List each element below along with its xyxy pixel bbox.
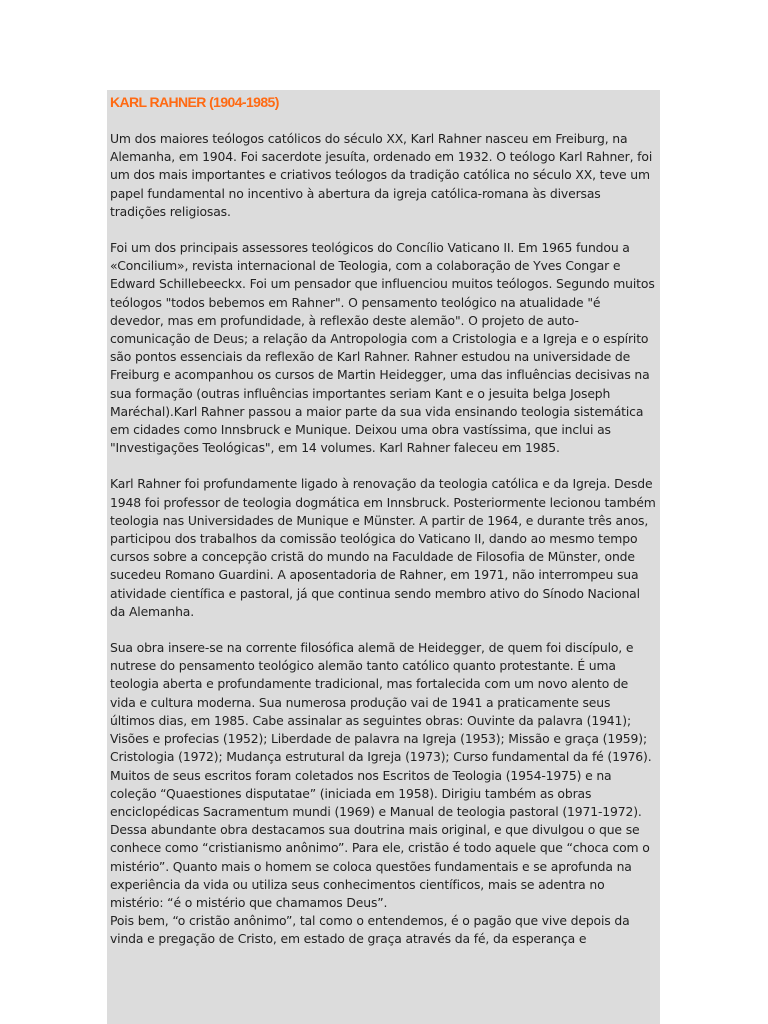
document-panel [107, 90, 660, 1024]
document-title: KARL RAHNER (1904-1985) [110, 94, 279, 110]
paragraph-vatican-council: Foi um dos principais assessores teológicos do Concílio Vaticano II. Em 1965 fundou a «Concilium», revista internacional de Teologia, com a colaboração de Yves Congar e Edward Schillebeeckx. Foi um pensador que influenciou muitos teólogos. Segundo muitos teólogos "todos bebemos em Rahner". O pensamento teológico na atualidade "é devedor, mas em profundidade, à reflexão deste alemão". O projeto de auto-comunicação de Deus; a relação da Antropologia com a Cristologia e a Igreja e o espírito são pontos essenciais da reflexão de Karl Rahner. Rahner estudou na universidade de Freiburg e acompanhou os cursos de Martin Heidegger, uma das influências decisivas na sua formação (outras influências importantes seriam Kant e o jesuita belga Joseph Maréchal).Karl Rahner passou a maior parte da sua vida ensinando teologia sistemática em cidades como Innsbruck e Munique. Deixou uma obra vastíssima, que inclui as "Investigações Teológicas", em 14 volumes. Karl Rahner faleceu em 1985. [110, 240, 655, 456]
paragraph-anonymous-christian: Pois bem, “o cristão anônimo”, tal como o entendemos, é o pagão que vive depois da vinda e pregação de Cristo, em estado de graça através da fé, da esperança e [110, 913, 630, 947]
paragraph-works: Sua obra insere-se na corrente filosófica alemã de Heidegger, de quem foi discípulo, e nutrese do pensamento teológico alemão tanto católico quanto protestante. É uma teologia aberta e profundamente tradicional, mas fortalecida com um novo alento de vida e cultura moderna. Sua numerosa produção vai de 1941 a praticamente seus últimos dias, em 1985. Cabe assinalar as seguintes obras: Ouvinte da palavra (1941); Visões e profecias (1952); Liberdade de palavra na Igreja (1953); Missão e graça (1959); Cristologia (1972); Mudança estrutural da Igreja (1973); Curso fundamental da fé (1976). Muitos de seus escritos foram coletados nos Escritos de Teologia (1954-1975) e na coleção “Quaestiones disputatae” (iniciada em 1958). Dirigiu também as obras enciclopédicas Sacramentum mundi (1969) e Manual de teologia pastoral (1971-1972). [110, 640, 652, 819]
document-body [110, 130, 657, 949]
paragraph-renewal: Karl Rahner foi profundamente ligado à renovação da teologia católica e da Igreja. Desde 1948 foi professor de teologia dogmática em Innsbruck. Posteriormente lecionou também teologia nas Universidades de Munique e Münster. A partir de 1964, e durante três anos, participou dos trabalhos da comissão teológica do Vaticano II, dando ao mesmo tempo cursos sobre a concepção cristã do mundo na Faculdade de Filosofia de Münster, onde sucedeu Romano Guardini. A aposentadoria de Rahner, em 1971, não interrompeu sua atividade científica e pastoral, já que continua sendo membro ativo do Sínodo Nacional da Alemanha. [110, 476, 656, 619]
paragraph-anonymous-christianity: Dessa abundante obra destacamos sua doutrina mais original, e que divulgou o que se conhece como “cristianismo anônimo”. Para ele, cristão é todo aquele que “choca com o mistério”. Quanto mais o homem se coloca questões fundamentais e se aprofunda na experiência da vida ou utiliza seus conhecimentos científicos, mais se adentra no mistério: “é o mistério que chamamos Deus”. [110, 822, 650, 910]
paragraph-intro: Um dos maiores teólogos católicos do século XX, Karl Rahner nasceu em Freiburg, na Alemanha, em 1904. Foi sacerdote jesuíta, ordenado em 1932. O teólogo Karl Rahner, foi um dos mais importantes e criativos teólogos da tradição católica no século XX, teve um papel fundamental no incentivo à abertura da igreja católica-romana às diversas tradições religiosas. [110, 131, 653, 219]
